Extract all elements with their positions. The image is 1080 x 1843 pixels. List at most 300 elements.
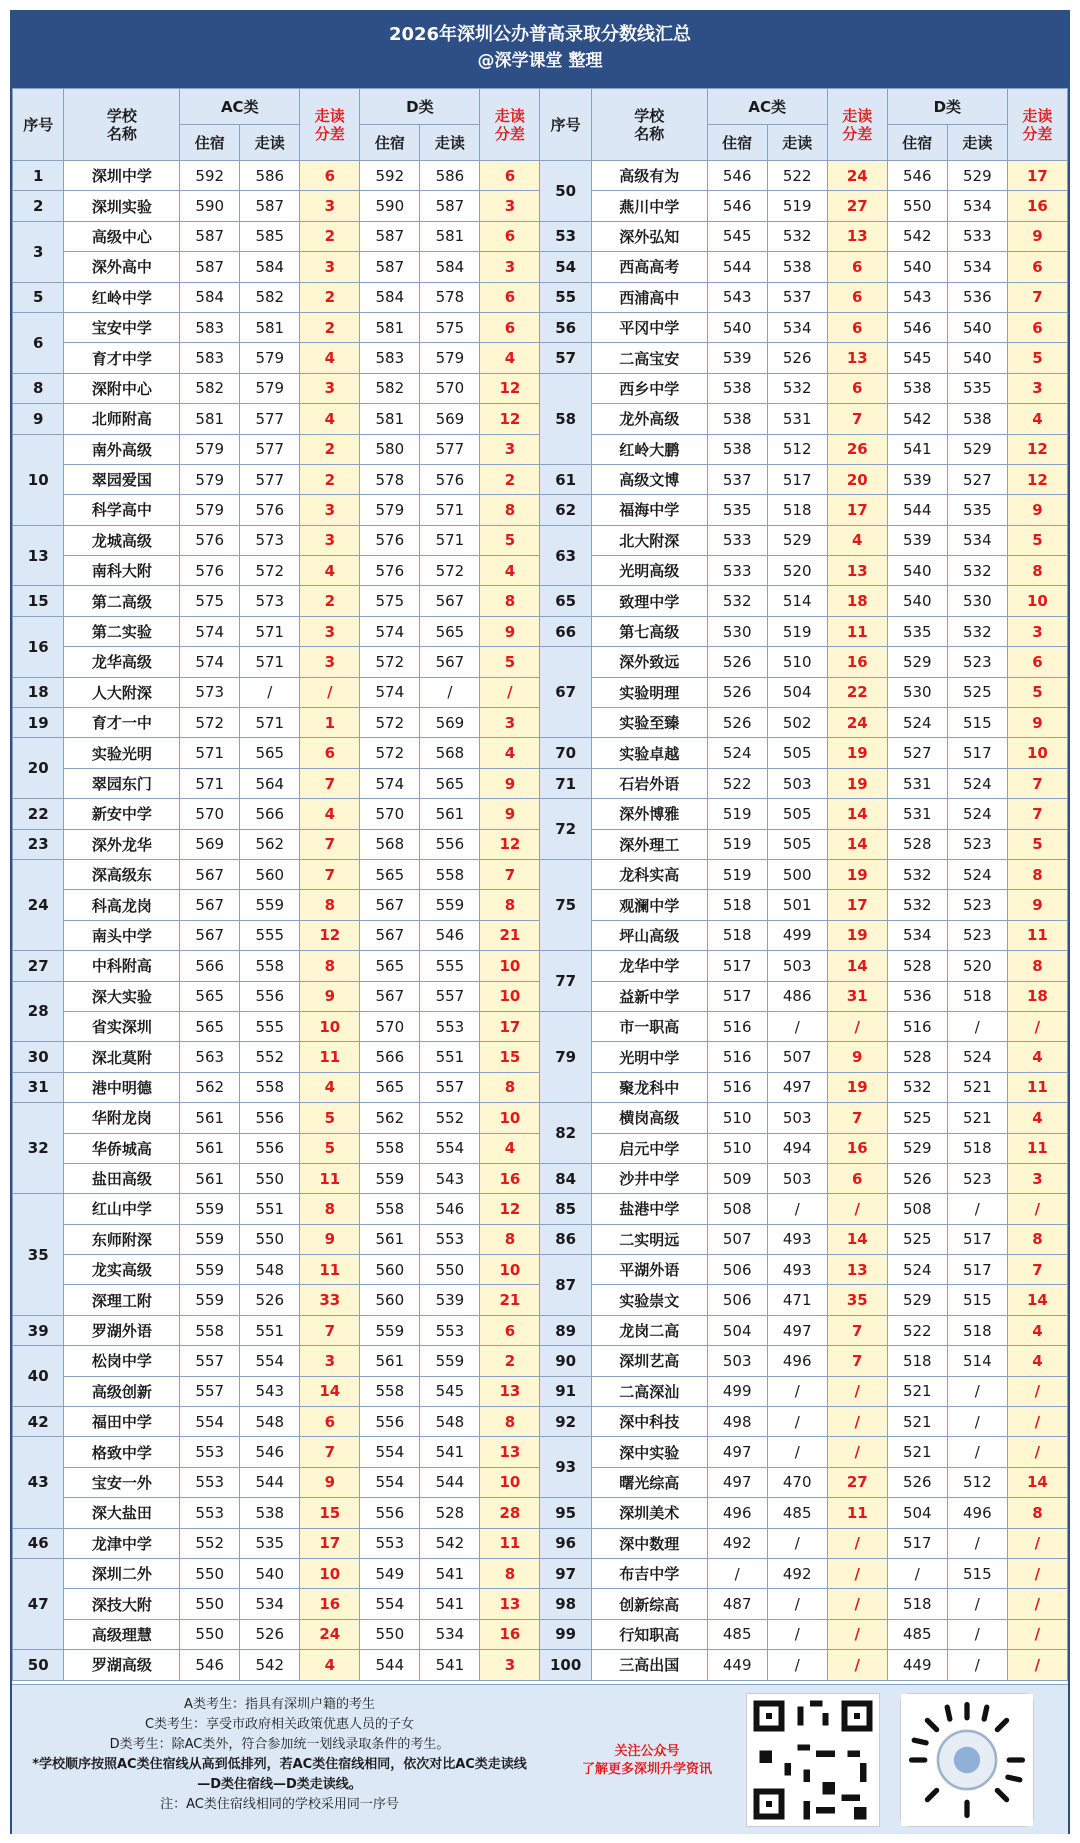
ac-boarding-score: 572 [180,708,240,738]
ac-day-score: 555 [240,920,300,950]
school-name: 龙华中学 [591,951,707,981]
rank-cell: 50 [540,161,591,222]
school-name: 深外龙华 [64,829,180,859]
d-diff: 4 [1007,1042,1067,1072]
ac-day-score: 576 [240,495,300,525]
d-diff: 3 [480,434,540,464]
note-c: C类考生：享受市政府相关政策优惠人员的子女 [144,1717,415,1732]
ac-day-score: 519 [767,616,827,646]
ac-diff: 3 [300,373,360,403]
rank-cell: 20 [13,738,64,799]
col-ac-boarding: 住宿 [180,125,240,161]
d-day-score: 524 [947,768,1007,798]
ac-boarding-score: 504 [707,1315,767,1345]
ac-boarding-score: 499 [707,1376,767,1406]
d-diff: 21 [480,1285,540,1315]
ac-boarding-score: 492 [707,1528,767,1558]
ac-diff: 19 [827,738,887,768]
rank-cell: 27 [13,951,64,981]
d-boarding-score: 536 [887,981,947,1011]
d-day-score: 578 [420,282,480,312]
d-boarding-score: 582 [360,373,420,403]
d-day-score: 524 [947,1042,1007,1072]
ac-day-score: 500 [767,859,827,889]
table-row [13,1528,1068,1558]
ac-boarding-score: 550 [180,1558,240,1588]
ac-diff: 19 [827,920,887,950]
d-day-score: 567 [420,586,480,616]
ac-boarding-score: 592 [180,161,240,191]
d-diff: 3 [1007,373,1067,403]
d-day-score: 546 [420,920,480,950]
ac-day-score: 535 [240,1528,300,1558]
d-diff: 8 [1007,951,1067,981]
d-day-score: 569 [420,708,480,738]
ac-boarding-score: 510 [707,1133,767,1163]
rank-cell: 79 [540,1011,591,1102]
school-name: 华附龙岗 [64,1103,180,1133]
d-boarding-score: 581 [360,312,420,342]
col-ac-boarding-right: 住宿 [707,125,767,161]
ac-day-score: 534 [240,1589,300,1619]
d-diff: 5 [480,525,540,555]
ac-boarding-score: 497 [707,1437,767,1467]
d-boarding-score: 532 [887,859,947,889]
table-row [13,1255,1068,1285]
d-diff: 14 [1007,1467,1067,1497]
ac-diff: 6 [300,1407,360,1437]
d-diff: / [1007,1528,1067,1558]
rank-cell: 47 [13,1558,64,1649]
ac-boarding-score: 579 [180,434,240,464]
d-day-score: 553 [420,1224,480,1254]
rank-cell: 67 [540,647,591,738]
school-name: 龙津中学 [64,1528,180,1558]
ac-day-score: 562 [240,829,300,859]
ac-diff: 16 [300,1589,360,1619]
d-day-score: 514 [947,1346,1007,1376]
school-name: 实验崇文 [591,1285,707,1315]
d-boarding-score: 528 [887,829,947,859]
d-boarding-score: 576 [360,525,420,555]
d-diff: 13 [480,1589,540,1619]
d-diff: 6 [480,221,540,251]
rank-cell: 53 [540,221,591,251]
ac-day-score: 554 [240,1346,300,1376]
ac-day-score: / [767,1011,827,1041]
table-row [13,1376,1068,1406]
school-name: 西乡中学 [591,373,707,403]
ac-boarding-score: 569 [180,829,240,859]
school-name: 新安中学 [64,799,180,829]
school-name: 科学高中 [64,495,180,525]
d-diff: 11 [1007,1072,1067,1102]
d-day-score: 539 [420,1285,480,1315]
d-boarding-score: 558 [360,1133,420,1163]
d-day-score: 518 [947,981,1007,1011]
note-order: *学校顺序按照AC类住宿线从高到低排列，若AC类住宿线相同，依次对比AC类走读线—D类住宿线—D类走读线。 [32,1757,527,1792]
ac-diff: 33 [300,1285,360,1315]
rank-cell: 22 [13,799,64,829]
qr-code-icon[interactable] [746,1693,880,1827]
ac-day-score: 586 [240,161,300,191]
school-name: 宝安一外 [64,1467,180,1497]
d-diff: 16 [480,1163,540,1193]
rank-cell: 5 [13,282,64,312]
d-diff: 4 [1007,1346,1067,1376]
ac-day-score: 555 [240,1011,300,1041]
ac-boarding-score: 497 [707,1467,767,1497]
d-diff: 10 [480,1255,540,1285]
rank-cell: 39 [13,1315,64,1345]
rank-cell: 1 [13,161,64,191]
ac-diff: 5 [300,1133,360,1163]
d-day-score: 536 [947,282,1007,312]
ac-boarding-score: 554 [180,1407,240,1437]
ac-day-score: 485 [767,1498,827,1528]
d-day-score: 521 [947,1103,1007,1133]
ac-diff: 15 [300,1498,360,1528]
ac-boarding-score: 553 [180,1437,240,1467]
d-day-score: 559 [420,1346,480,1376]
ac-boarding-score: 581 [180,404,240,434]
d-diff: 4 [1007,404,1067,434]
d-diff: / [1007,1011,1067,1041]
ac-boarding-score: 519 [707,859,767,889]
d-diff: 3 [480,708,540,738]
ac-boarding-score: 543 [707,282,767,312]
ac-boarding-score: 561 [180,1103,240,1133]
rank-cell: 32 [13,1103,64,1194]
ac-diff: / [827,1194,887,1224]
ac-diff: 9 [300,1224,360,1254]
d-day-score: 542 [420,1528,480,1558]
table-row [13,373,1068,403]
d-diff: 9 [1007,890,1067,920]
col-ac-diff: 走读 分差 [300,89,360,161]
col-ac-day: 走读 [240,125,300,161]
school-name: 罗湖外语 [64,1315,180,1345]
d-boarding-score: 549 [360,1558,420,1588]
ac-day-score: 556 [240,1103,300,1133]
d-day-score: 515 [947,1285,1007,1315]
rank-cell: 99 [540,1619,591,1649]
ac-day-score: 532 [767,221,827,251]
ac-boarding-score: 571 [180,768,240,798]
d-day-score: 565 [420,616,480,646]
d-boarding-score: 524 [887,1255,947,1285]
ac-day-score: 501 [767,890,827,920]
rank-cell: 15 [13,586,64,616]
d-boarding-score: 572 [360,708,420,738]
school-name: 光明高级 [591,556,707,586]
ac-boarding-score: 516 [707,1072,767,1102]
table-row [13,343,1068,373]
rank-cell: 77 [540,951,591,1012]
school-name: 致理中学 [591,586,707,616]
d-boarding-score: 449 [887,1650,947,1680]
d-boarding-score: 556 [360,1498,420,1528]
d-diff: / [1007,1619,1067,1649]
ac-day-score: / [767,1650,827,1680]
school-name: 高级文博 [591,464,707,494]
ac-boarding-score: 563 [180,1042,240,1072]
ac-boarding-score: 570 [180,799,240,829]
school-name: 南外高级 [64,434,180,464]
d-diff: 12 [1007,464,1067,494]
d-diff: 4 [1007,1103,1067,1133]
school-name: 高级理慧 [64,1619,180,1649]
d-boarding-score: 558 [360,1194,420,1224]
ac-diff: 8 [300,951,360,981]
rank-cell: 56 [540,312,591,342]
school-name: 人大附深 [64,677,180,707]
d-boarding-score: 558 [360,1376,420,1406]
table-row [13,859,1068,889]
d-diff: / [1007,1650,1067,1680]
table-row [13,647,1068,677]
promo-line-2: 了解更多深圳升学资讯 [581,1762,712,1777]
ac-diff: / [827,1407,887,1437]
d-diff: 17 [480,1011,540,1041]
rank-cell: 6 [13,312,64,373]
ac-diff: 9 [300,1467,360,1497]
d-boarding-score: 575 [360,586,420,616]
ac-boarding-score: 540 [707,312,767,342]
d-boarding-score: 516 [887,1011,947,1041]
mini-program-code-icon[interactable] [900,1693,1034,1827]
ac-day-score: 579 [240,373,300,403]
ac-boarding-score: 526 [707,647,767,677]
ac-day-score: / [767,1376,827,1406]
d-boarding-score: 530 [887,677,947,707]
ac-boarding-score: 532 [707,586,767,616]
ac-diff: 2 [300,282,360,312]
ac-boarding-score: 506 [707,1255,767,1285]
ac-boarding-score: 526 [707,708,767,738]
d-day-score: 530 [947,586,1007,616]
d-day-score: 561 [420,799,480,829]
rank-cell: 3 [13,221,64,282]
ac-boarding-score: 562 [180,1072,240,1102]
ac-diff: 14 [827,951,887,981]
ac-day-score: 587 [240,191,300,221]
rank-cell: 82 [540,1103,591,1164]
d-boarding-score: 580 [360,434,420,464]
school-name: 盐田高级 [64,1163,180,1193]
ac-diff: 9 [300,981,360,1011]
sheet-header [12,12,1068,88]
school-name: 深外博雅 [591,799,707,829]
ac-diff: 7 [827,1315,887,1345]
table-row [13,1163,1068,1193]
ac-day-score: 577 [240,434,300,464]
ac-boarding-score: 518 [707,890,767,920]
school-name: 深外致远 [591,647,707,677]
d-day-score: 517 [947,1224,1007,1254]
school-name: 龙科实高 [591,859,707,889]
ac-boarding-score: 546 [707,161,767,191]
d-day-score: / [947,1194,1007,1224]
school-name: 布吉中学 [591,1558,707,1588]
d-diff: 16 [480,1619,540,1649]
d-boarding-score: 568 [360,829,420,859]
school-name: 东师附深 [64,1224,180,1254]
d-day-score: 552 [420,1103,480,1133]
d-day-score: 529 [947,161,1007,191]
table-row [13,1103,1068,1133]
school-name: 益新中学 [591,981,707,1011]
d-boarding-score: 567 [360,981,420,1011]
ac-boarding-score: 487 [707,1589,767,1619]
d-day-score: 534 [947,252,1007,282]
ac-boarding-score: 510 [707,1103,767,1133]
d-boarding-score: 528 [887,1042,947,1072]
ac-diff: 7 [827,1103,887,1133]
ac-boarding-score: 571 [180,738,240,768]
d-boarding-score: 566 [360,1042,420,1072]
ac-day-score: 503 [767,768,827,798]
d-boarding-score: 504 [887,1498,947,1528]
d-diff: 7 [1007,282,1067,312]
school-name: 坪山高级 [591,920,707,950]
rank-cell: 63 [540,525,591,586]
rank-cell: 23 [13,829,64,859]
d-boarding-score: 567 [360,890,420,920]
d-day-score: 581 [420,221,480,251]
ac-day-score: 551 [240,1315,300,1345]
rank-cell: 58 [540,373,591,464]
ac-boarding-score: 552 [180,1528,240,1558]
d-boarding-score: 508 [887,1194,947,1224]
ac-diff: 11 [300,1042,360,1072]
d-day-score: 532 [947,616,1007,646]
ac-diff: / [827,1376,887,1406]
d-day-score: 586 [420,161,480,191]
ac-diff: 22 [827,677,887,707]
col-ac-diff-right: 走读 分差 [827,89,887,161]
d-diff: 6 [1007,647,1067,677]
d-boarding-score: 584 [360,282,420,312]
ac-boarding-score: 538 [707,434,767,464]
school-name: 格致中学 [64,1437,180,1467]
ac-day-score: 560 [240,859,300,889]
ac-diff: 7 [300,829,360,859]
d-day-score: 520 [947,951,1007,981]
d-boarding-score: 518 [887,1346,947,1376]
d-day-score: 571 [420,525,480,555]
rank-cell: 55 [540,282,591,312]
ac-boarding-score: 561 [180,1163,240,1193]
rank-cell: 42 [13,1407,64,1437]
ac-day-score: 551 [240,1194,300,1224]
ac-boarding-score: 565 [180,981,240,1011]
ac-day-score: 544 [240,1467,300,1497]
ac-day-score: 565 [240,738,300,768]
school-name: 宝安中学 [64,312,180,342]
d-diff: 4 [480,556,540,586]
d-day-score: 546 [420,1194,480,1224]
d-diff: / [1007,1437,1067,1467]
d-day-score: 558 [420,859,480,889]
d-day-score: 532 [947,556,1007,586]
table-row [13,1589,1068,1619]
ac-day-score: 550 [240,1163,300,1193]
d-day-score: 529 [947,434,1007,464]
table-row [13,282,1068,312]
ac-diff: 13 [827,556,887,586]
ac-boarding-score: 567 [180,920,240,950]
ac-boarding-score: 559 [180,1255,240,1285]
ac-day-score: 558 [240,1072,300,1102]
school-name: 第七高级 [591,616,707,646]
rank-cell: 86 [540,1224,591,1254]
rank-cell: 50 [13,1650,64,1680]
d-boarding-score: 592 [360,161,420,191]
ac-day-score: 517 [767,464,827,494]
ac-diff: 8 [300,890,360,920]
ac-boarding-score: 533 [707,525,767,555]
d-day-score: 548 [420,1407,480,1437]
d-diff: 21 [480,920,540,950]
d-day-score: 577 [420,434,480,464]
ac-diff: 2 [300,464,360,494]
d-day-score: 496 [947,1498,1007,1528]
table-row [13,1224,1068,1254]
d-diff: 14 [1007,1285,1067,1315]
d-boarding-score: 526 [887,1163,947,1193]
d-diff: 10 [480,951,540,981]
ac-day-score: 584 [240,252,300,282]
d-diff: 13 [480,1376,540,1406]
d-day-score: 567 [420,647,480,677]
d-boarding-score: 574 [360,677,420,707]
school-name: 红岭中学 [64,282,180,312]
rank-cell: 35 [13,1194,64,1316]
d-boarding-score: 521 [887,1437,947,1467]
school-name: 深圳实验 [64,191,180,221]
school-name: 高级有为 [591,161,707,191]
d-day-score: 584 [420,252,480,282]
footer [12,1684,1068,1834]
school-name: 深中数理 [591,1528,707,1558]
d-day-score: / [947,1437,1007,1467]
d-day-score: / [947,1619,1007,1649]
school-name: 翠园爱国 [64,464,180,494]
d-boarding-score: 540 [887,252,947,282]
d-day-score: 572 [420,556,480,586]
d-diff: 7 [1007,1255,1067,1285]
ac-boarding-score: 553 [180,1498,240,1528]
d-boarding-score: 527 [887,738,947,768]
ac-day-score: / [767,1528,827,1558]
d-diff: 16 [1007,191,1067,221]
ac-day-score: 470 [767,1467,827,1497]
d-boarding-score: 521 [887,1376,947,1406]
ac-day-score: 537 [767,282,827,312]
d-diff: 15 [480,1042,540,1072]
ac-boarding-score: 574 [180,647,240,677]
d-day-score: 523 [947,829,1007,859]
school-name: 龙华高级 [64,647,180,677]
d-diff: 8 [480,1224,540,1254]
d-boarding-score: 572 [360,647,420,677]
ac-boarding-score: 509 [707,1163,767,1193]
ac-diff: 2 [300,434,360,464]
rank-cell: 97 [540,1558,591,1588]
ac-diff: 6 [300,161,360,191]
col-d-day-right: 走读 [947,125,1007,161]
